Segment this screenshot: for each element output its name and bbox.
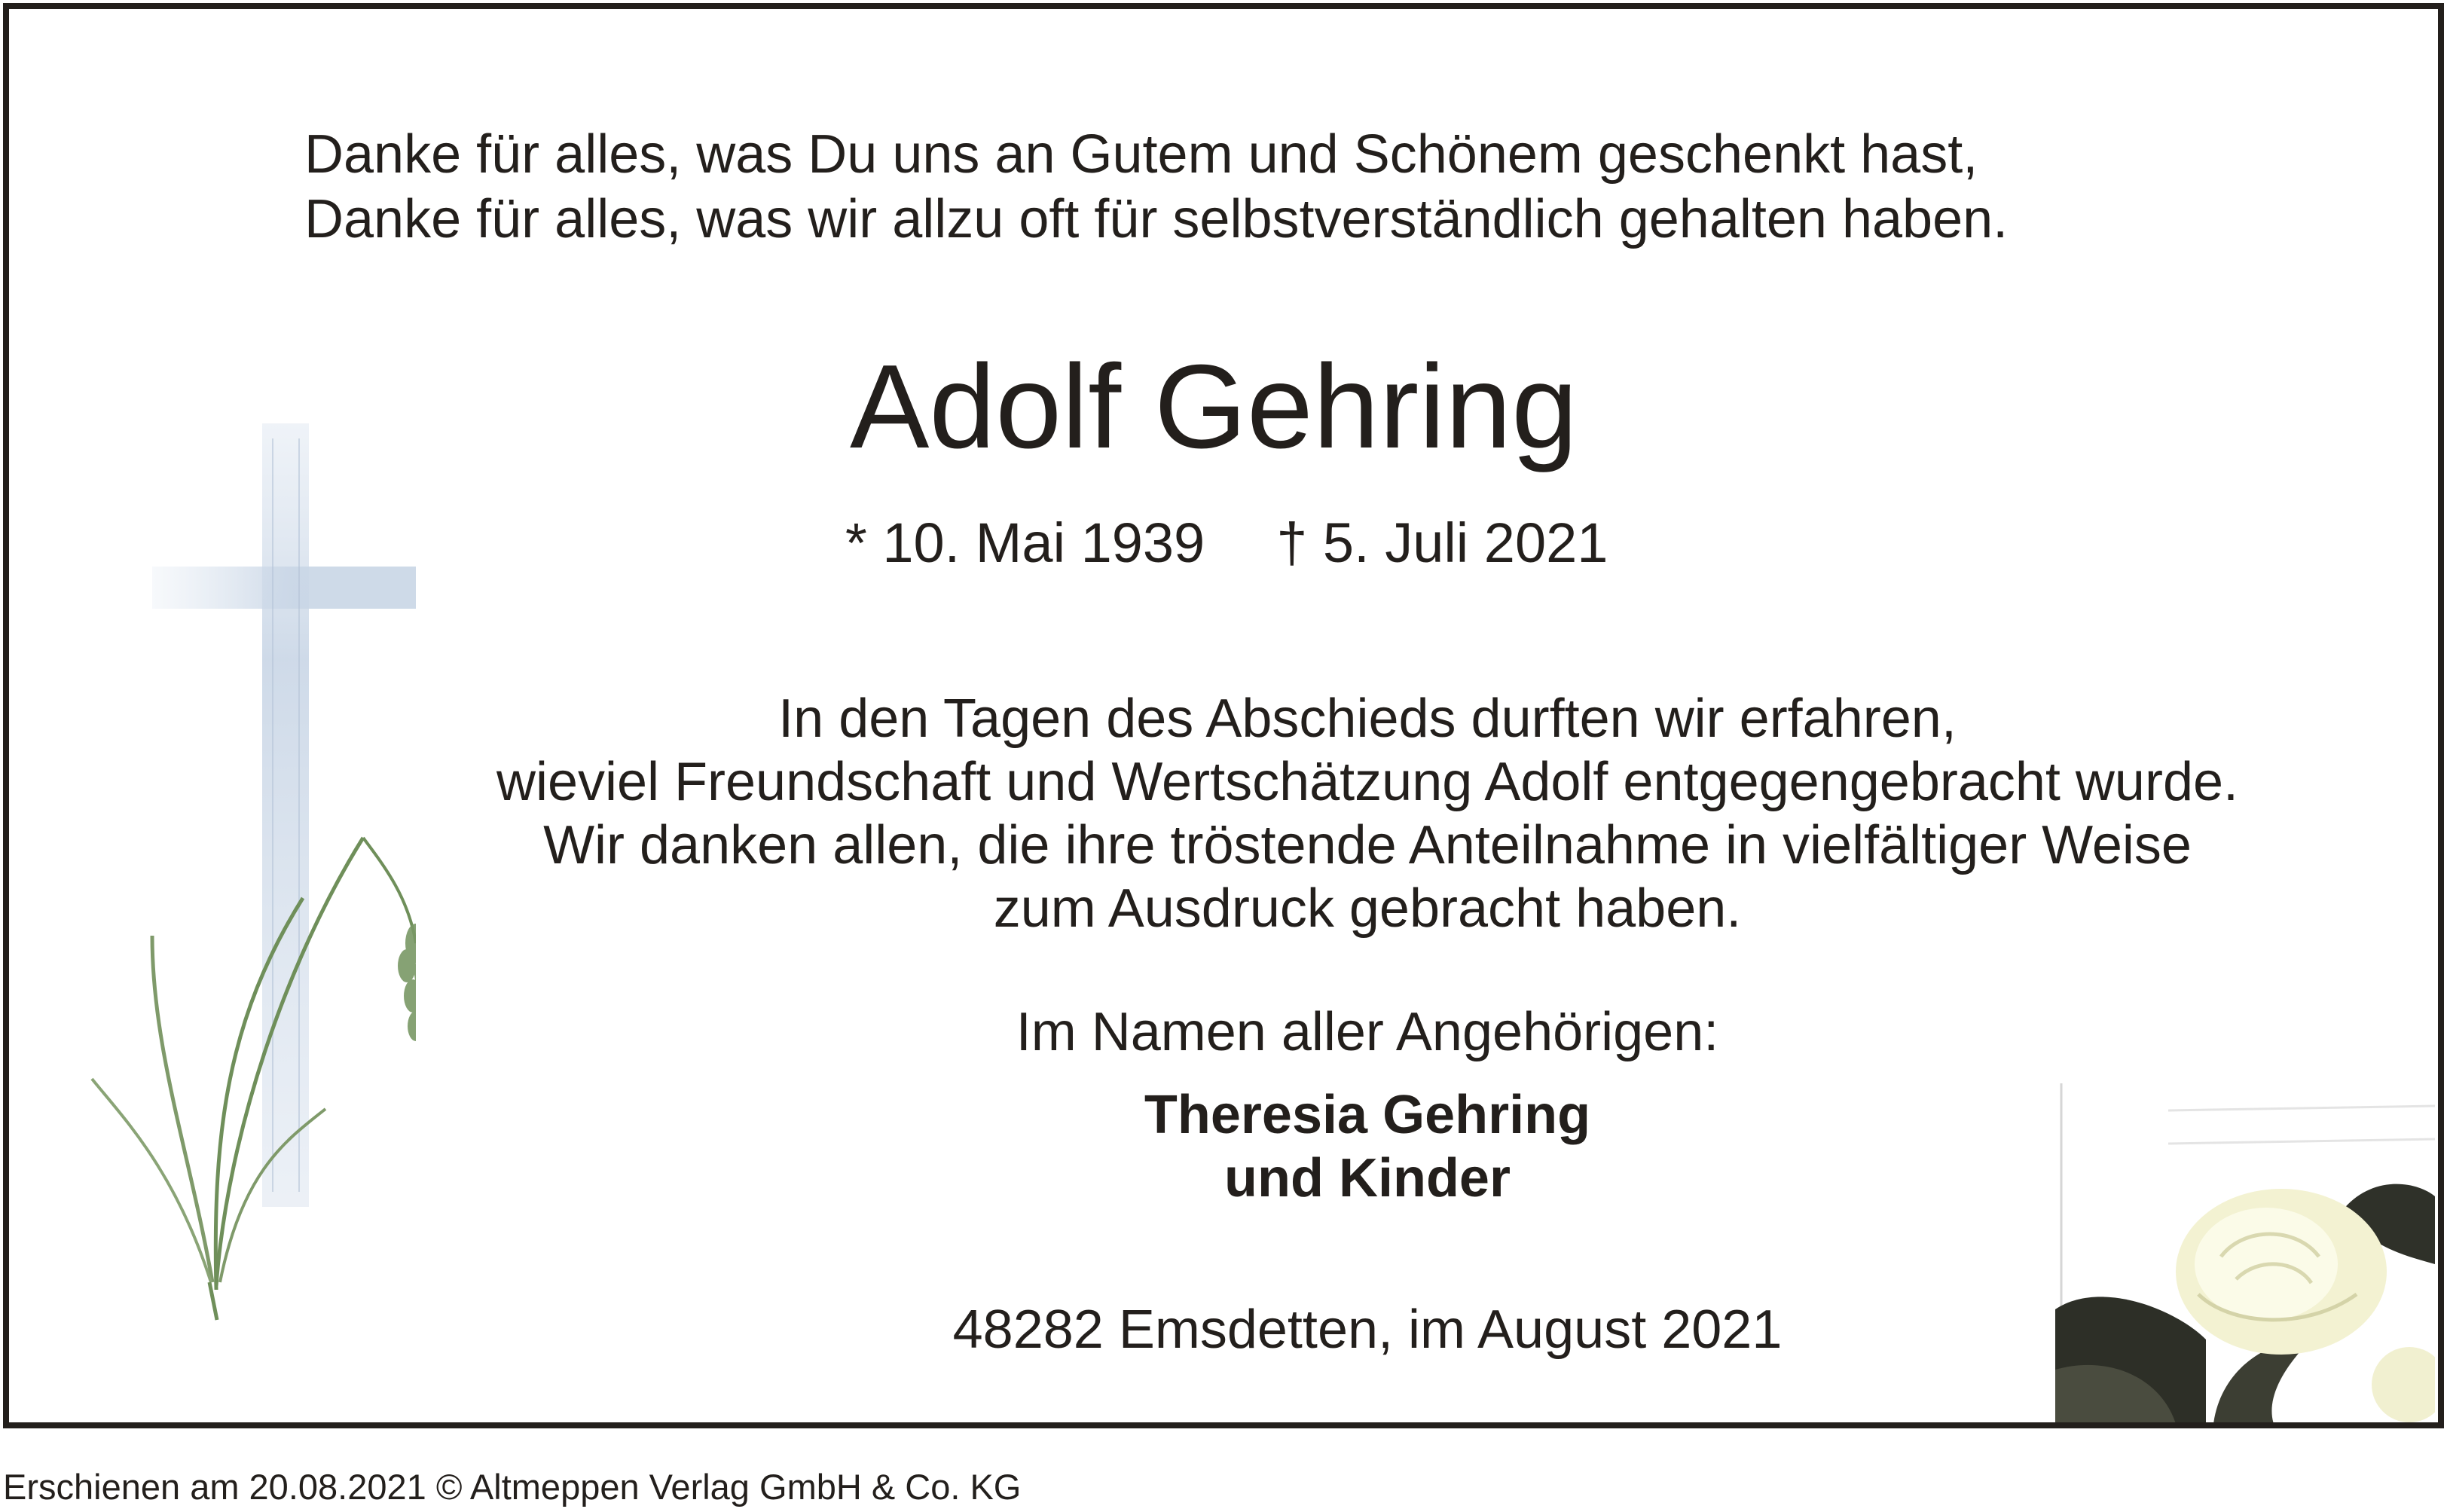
body-line-3: Wir danken allen, die ihre tröstende Anteilnahme in vielfältiger Weise (543, 815, 2192, 875)
motto-line-2: Danke für alles, was wir allzu oft für selbstverständlich gehalten haben. (304, 189, 2009, 249)
cross-with-wheat-illustration (39, 416, 416, 1327)
signers (401, 1083, 2334, 1210)
greeting: Im Namen aller Angehörigen: (1016, 1002, 1719, 1062)
place-and-date: 48282 Emsdetten, im August 2021 (952, 1300, 1783, 1360)
thank-you-text (401, 687, 2334, 940)
body-line-4: zum Ausdruck gebracht haben. (993, 878, 1742, 939)
death-date: † 5. Juli 2021 (1276, 512, 1608, 574)
motto (304, 122, 2008, 252)
motto-line-1: Danke für alles, was Du uns an Gutem und Schönem geschenkt hast, (304, 124, 1978, 185)
birth-date: * 10. Mai 1939 (845, 512, 1205, 574)
body-line-1: In den Tagen des Abschieds durften wir erfahren, (778, 689, 1957, 749)
signer-line-2: und Kinder (1224, 1148, 1511, 1208)
body-line-2: wieviel Freundschaft und Wertschätzung Adolf entgegengebracht wurde. (496, 752, 2239, 812)
life-dates (845, 509, 1608, 577)
signer-line-1: Theresia Gehring (1144, 1085, 1591, 1145)
deceased-name: Adolf Gehring (850, 341, 1578, 473)
obituary-notice (3, 3, 2444, 1428)
publication-footer: Erschienen am 20.08.2021 © Altmeppen Verlag GmbH & Co. KG (3, 1467, 1022, 1507)
